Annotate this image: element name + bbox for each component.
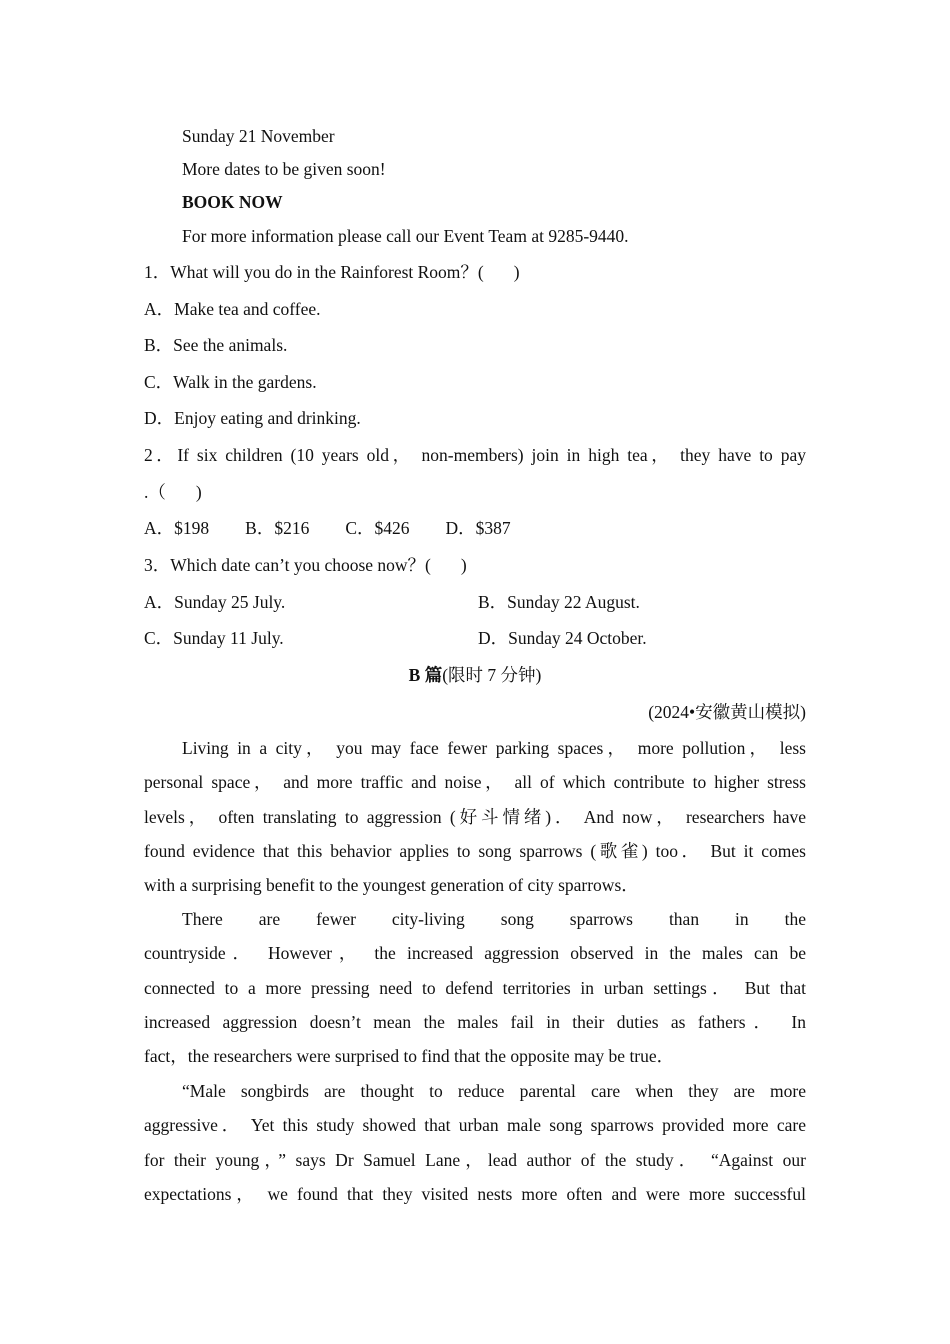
q2-option-a: A．$198 — [144, 518, 210, 538]
q1-option-c: C．Walk in the gardens. — [144, 372, 317, 392]
q2-option-d: D．$387 — [445, 518, 511, 538]
more-dates-note: More dates to be given soon! — [182, 159, 386, 179]
question-1-stem: 1．What will you do in the Rainforest Room？( — [144, 262, 484, 282]
question-1: 1．What will you do in the Rainforest Room？( ) — [144, 262, 520, 282]
question-3-stem: 3．Which date can’t you choose now？( — [144, 555, 431, 575]
event-info: For more information please call our Event Team at 9285-9440. — [182, 226, 629, 246]
book-now-heading: BOOK NOW — [182, 192, 283, 212]
q2-option-c: C．$426 — [345, 518, 410, 538]
section-source: (2024•安徽黄山模拟) — [648, 702, 806, 722]
question-2-blank: .（ ) — [144, 482, 202, 502]
event-date: Sunday 21 November — [182, 126, 335, 146]
question-2-stem: 2．If six children (10 years old， non-members) join in high tea， they have to pay — [144, 445, 806, 465]
q3-option-b: B．Sunday 22 August. — [478, 592, 640, 612]
q1-option-b: B．See the animals. — [144, 335, 288, 355]
q1-option-a: A．Make tea and coffee. — [144, 299, 321, 319]
q3-option-a: A．Sunday 25 July. — [144, 592, 286, 612]
passage-paragraph-3: “Male songbirds are thought to reduce parental care when they are more aggressive． Yet this study showed that urban male song sparrows provided more care for their young，” says Dr Samuel Lane，lead author of the study． “Against our expectations， we found that they visited nests more often and were more successful — [144, 1081, 806, 1204]
passage-paragraph-2: There are fewer city-living song sparrows than in the countryside． However， the increased aggression observed in the males can be connected to a more pressing need to defend territories in urban settings． But that increased aggression doesn’t mean the males fail in their duties as fathers． In fact，the researchers were surprised to find that the opposite may be true． — [144, 909, 806, 1067]
q1-option-d: D．Enjoy eating and drinking. — [144, 408, 361, 428]
q3-option-c: C．Sunday 11 July. — [144, 628, 284, 648]
question-3: 3．Which date can’t you choose now？( ) — [144, 555, 467, 575]
q2-options — [144, 517, 806, 539]
passage-paragraph-1: Living in a city， you may face fewer parking spaces， more pollution， less personal space， and more traffic and noise， all of which contribute to higher stress levels， often translating to aggression (好斗情绪)． And now， researchers have found evidence that this behavior applies to song sparrows (歌雀) too． But it comes with a surprising benefit to the youngest generation of city sparrows． — [144, 738, 806, 896]
q3-option-d: D．Sunday 24 October. — [478, 628, 647, 648]
section-title: B 篇(限时 7 分钟) — [408, 665, 542, 685]
q2-option-b: B．$216 — [245, 518, 310, 538]
